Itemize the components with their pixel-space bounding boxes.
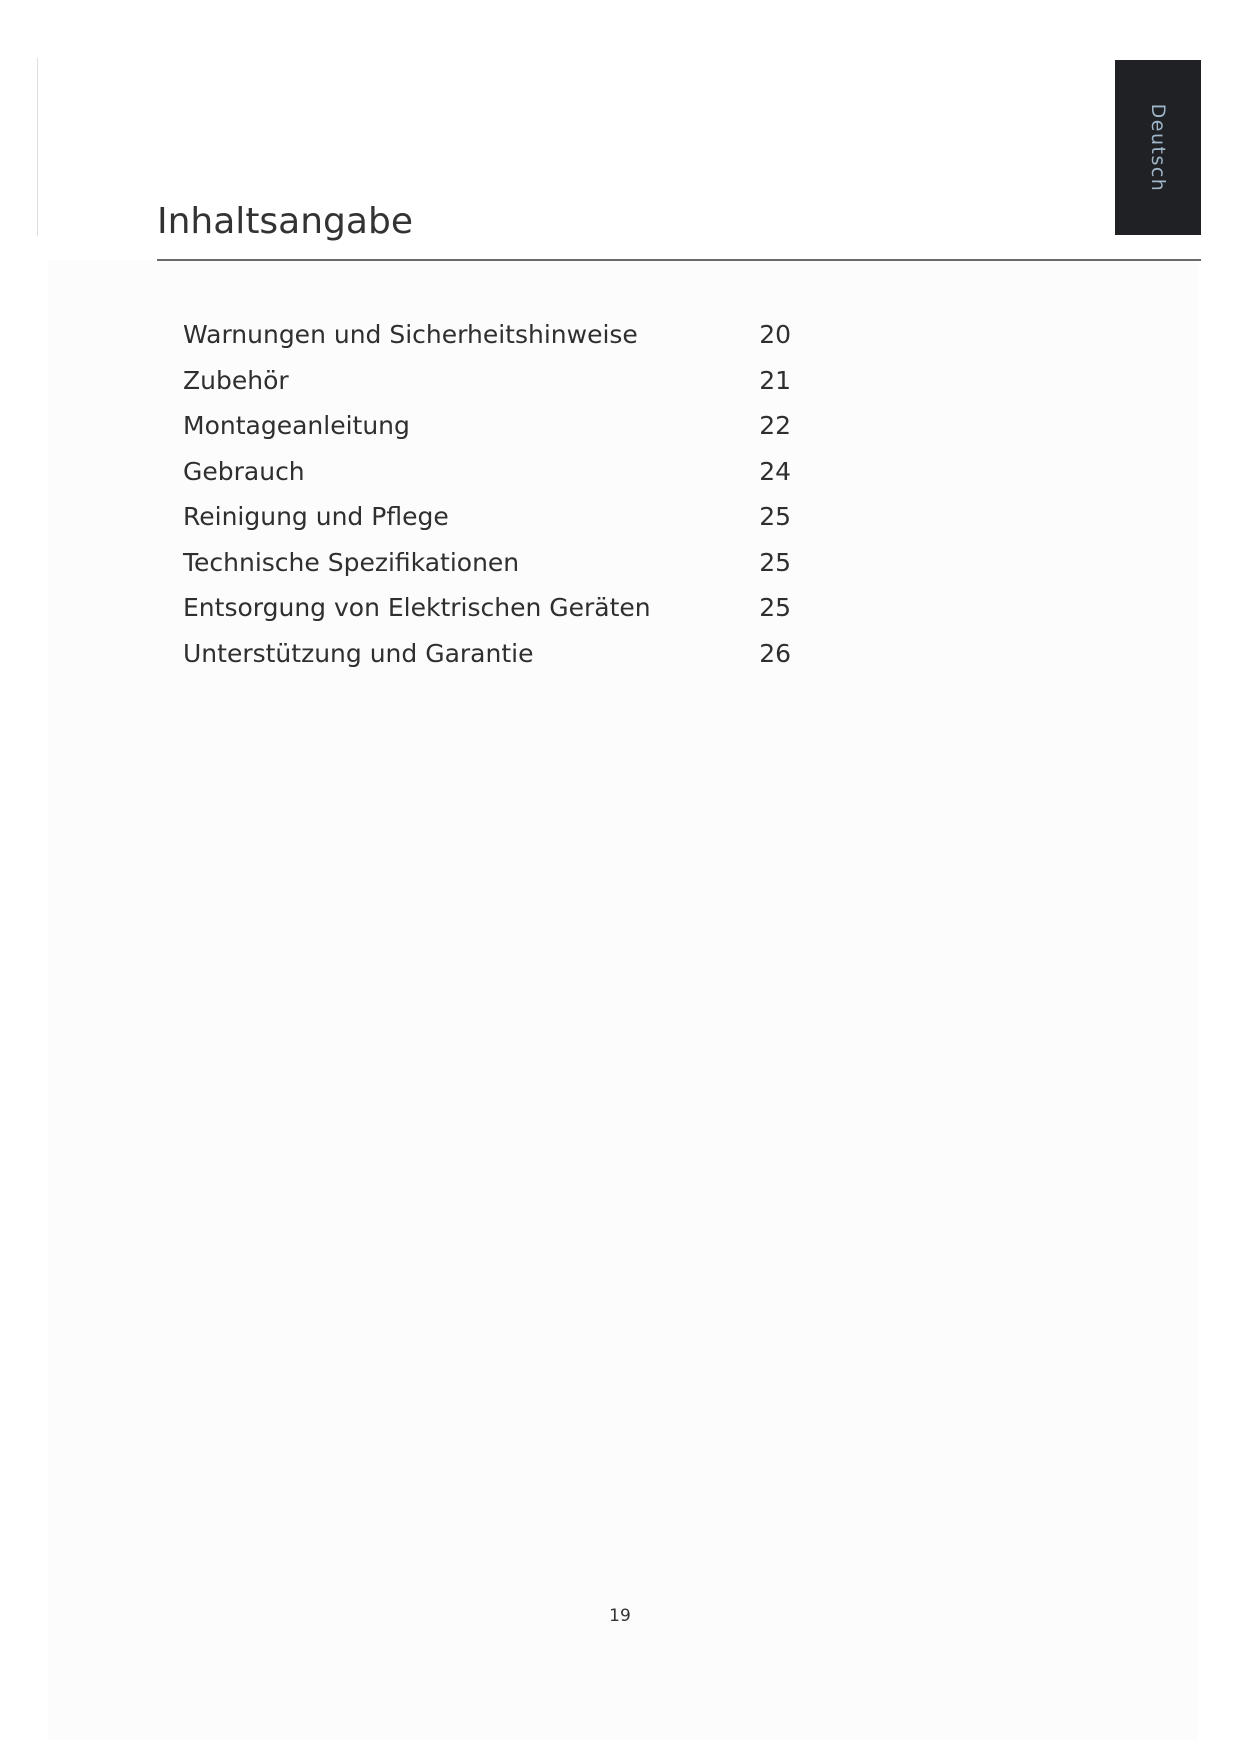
page-number: 19 xyxy=(609,1606,631,1626)
toc-entry-label: Entsorgung von Elektrischen Geräten xyxy=(183,593,651,623)
toc-entry[interactable] xyxy=(183,449,791,495)
toc-entry-label: Zubehör xyxy=(183,365,289,395)
toc-entry[interactable] xyxy=(183,494,791,540)
toc-entry-label: Gebrauch xyxy=(183,456,305,486)
toc-entry-page: 22 xyxy=(759,411,791,441)
toc-entry[interactable] xyxy=(183,358,791,404)
toc-entry-label: Technische Spezifikationen xyxy=(183,547,520,577)
toc-entry-page: 25 xyxy=(759,502,791,532)
toc-entry-page: 25 xyxy=(759,593,791,623)
toc-entry[interactable] xyxy=(183,312,791,358)
toc-entry-label: Montageanleitung xyxy=(183,411,410,441)
toc-entry-page: 24 xyxy=(759,456,791,486)
toc-entry-page: 25 xyxy=(759,547,791,577)
page-title: Inhaltsangabe xyxy=(157,201,413,242)
toc-entry[interactable] xyxy=(183,631,791,677)
title-divider xyxy=(157,259,1201,261)
toc-entry-label: Unterstützung und Garantie xyxy=(183,638,534,668)
toc-entry-label: Reinigung und Pflege xyxy=(183,502,449,532)
left-margin-line xyxy=(37,58,38,236)
language-tab xyxy=(1115,60,1201,235)
table-of-contents xyxy=(183,312,791,676)
toc-entry[interactable] xyxy=(183,540,791,586)
language-tab-label: Deutsch xyxy=(1147,103,1169,192)
toc-entry-page: 21 xyxy=(759,365,791,395)
toc-entry-page: 26 xyxy=(759,638,791,668)
toc-entry-page: 20 xyxy=(759,320,791,350)
toc-entry[interactable] xyxy=(183,403,791,449)
toc-entry[interactable] xyxy=(183,585,791,631)
toc-entry-label: Warnungen und Sicherheitshinweise xyxy=(183,320,638,350)
